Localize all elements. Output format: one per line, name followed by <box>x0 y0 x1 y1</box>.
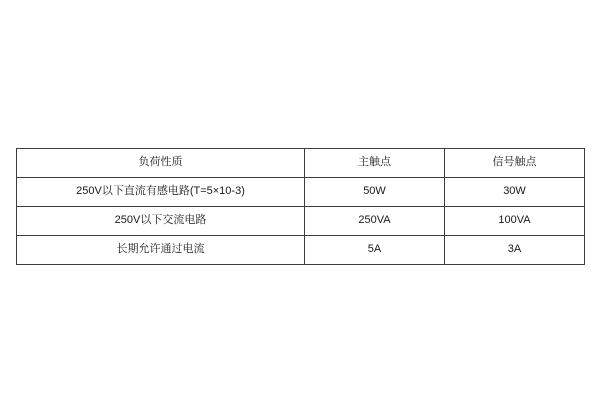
column-header-signal-contact: 信号触点 <box>445 149 585 178</box>
table-row <box>17 207 585 236</box>
table-row <box>17 178 585 207</box>
table-row <box>17 236 585 265</box>
cell-load-nature: 长期允许通过电流 <box>17 236 305 265</box>
cell-load-nature: 250V以下直流有感电路(T=5×10-3) <box>17 178 305 207</box>
cell-signal-contact: 30W <box>445 178 585 207</box>
cell-load-nature: 250V以下交流电路 <box>17 207 305 236</box>
cell-signal-contact: 3A <box>445 236 585 265</box>
cell-main-contact: 5A <box>305 236 445 265</box>
contact-load-capacity-table <box>16 148 585 265</box>
cell-main-contact: 50W <box>305 178 445 207</box>
cell-main-contact: 250VA <box>305 207 445 236</box>
table-header-row <box>17 149 585 178</box>
cell-signal-contact: 100VA <box>445 207 585 236</box>
column-header-load-nature: 负荷性质 <box>17 149 305 178</box>
column-header-main-contact: 主触点 <box>305 149 445 178</box>
